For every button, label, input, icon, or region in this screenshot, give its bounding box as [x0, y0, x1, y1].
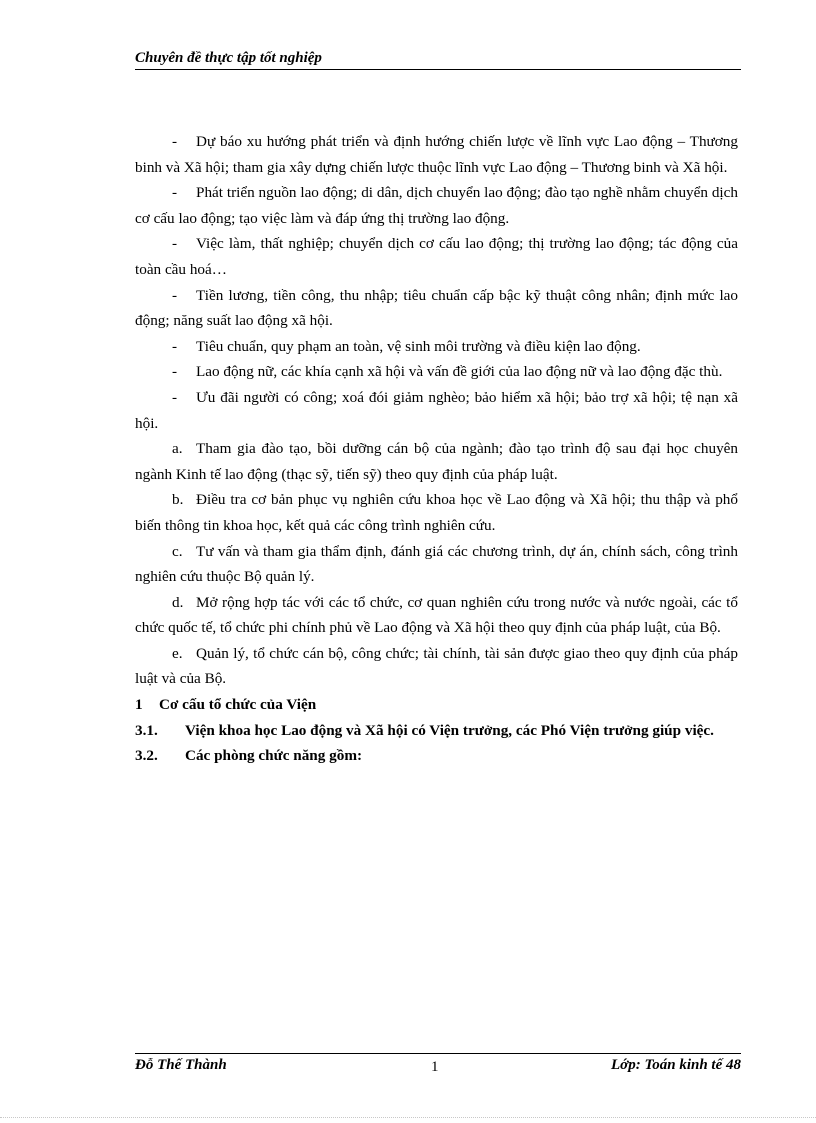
paragraph — [135, 283, 738, 334]
paragraph-bullet: - — [172, 184, 178, 202]
paragraph — [135, 436, 738, 487]
paragraph — [135, 641, 738, 692]
header-rule — [135, 69, 741, 70]
page-footer — [135, 1055, 741, 1077]
paragraph — [135, 539, 738, 590]
paragraph-bullet: e. — [172, 644, 183, 662]
paragraph — [135, 359, 738, 385]
page-header — [135, 48, 741, 72]
paragraph-text: Quản lý, tổ chức cán bộ, công chức; tài chính, tài sản được giao theo quy định của pháp luật và của Bộ. — [135, 644, 738, 688]
paragraph-bullet: - — [172, 363, 178, 381]
paragraph-text: Dự báo xu hướng phát triển và định hướng chiến lược về lĩnh vực Lao động – Thương binh và Xã hội; tham gia xây dựng chiến lược thuộc lĩnh vực Lao động – Thương binh và Xã hội. — [135, 133, 738, 176]
paragraph — [135, 487, 738, 538]
subsection-heading — [135, 718, 738, 744]
paragraph-text: Mở rộng hợp tác với các tổ chức, cơ quan nghiên cứu trong nước và nước ngoài, các tổ chức quốc tế, tổ chức phi chính phủ về Lao động và Xã hội theo quy định của pháp luật, của Bộ. — [135, 593, 738, 637]
subsection-text: Viện khoa học Lao động và Xã hội có Viện trưởng, các Phó Viện trưởng giúp việc. — [185, 721, 714, 739]
paragraph — [135, 334, 738, 360]
document-body — [135, 129, 738, 769]
footer-rule — [135, 1053, 741, 1054]
paragraph — [135, 231, 738, 282]
paragraph-text: Tiêu chuẩn, quy phạm an toàn, vệ sinh môi trường và điều kiện lao động. — [196, 337, 641, 355]
paragraph-text: Tiền lương, tiền công, thu nhập; tiêu chuẩn cấp bậc kỹ thuật công nhân; định mức lao động; năng suất lao động xã hội. — [135, 286, 738, 330]
subsection-text: Các phòng chức năng gồm: — [185, 747, 363, 765]
paragraph-text: Tư vấn và tham gia thẩm định, đánh giá các chương trình, dự án, chính sách, công trình nghiên cứu thuộc Bộ quản lý. — [135, 542, 738, 586]
paragraph — [135, 180, 738, 231]
paragraph-bullet: - — [172, 286, 178, 304]
page-number: 1 — [431, 1059, 439, 1075]
paragraph — [135, 129, 738, 180]
paragraph-bullet: b. — [172, 491, 184, 509]
paragraph — [135, 590, 738, 641]
paragraph-bullet: - — [172, 388, 178, 406]
paragraph-bullet: a. — [172, 440, 183, 458]
paragraph-text: Điều tra cơ bản phục vụ nghiên cứu khoa học về Lao động và Xã hội; thu thập và phổ biến thông tin khoa học, kết quả các công trình nghiên cứu. — [135, 491, 738, 534]
subsection-number: 3.2. — [135, 747, 158, 765]
paragraph-bullet: - — [172, 337, 178, 355]
paragraph-text: Việc làm, thất nghiệp; chuyển dịch cơ cấu lao động; thị trường lao động; tác động của toàn cầu hoá… — [135, 235, 738, 278]
section-title: Cơ cấu tổ chức của Viện — [159, 696, 317, 714]
paragraph-text: Ưu đãi người có công; xoá đói giảm nghèo; bảo hiểm xã hội; bảo trợ xã hội; tệ nạn xã hội. — [135, 388, 738, 432]
header-title: Chuyên đề thực tập tốt nghiệp — [135, 50, 322, 66]
footer-author: Đỗ Thế Thành — [135, 1057, 227, 1073]
paragraph-text: Phát triển nguồn lao động; di dân, dịch chuyển lao động; đào tạo nghề nhằm chuyển dịch cơ cấu lao động; tạo việc làm và đáp ứng thị trường lao động. — [135, 184, 738, 227]
section-heading — [135, 692, 738, 718]
paragraph-bullet: - — [172, 133, 178, 150]
subsection-number: 3.1. — [135, 721, 158, 739]
subsection-heading — [135, 743, 738, 769]
paragraph-text: Lao động nữ, các khía cạnh xã hội và vấn đề giới của lao động nữ và lao động đặc thù. — [196, 363, 723, 381]
footer-class: Lớp: Toán kinh tế 48 — [610, 1057, 741, 1073]
section-number: 1 — [135, 696, 143, 714]
paragraph-bullet: - — [172, 235, 178, 253]
paragraph-bullet: c. — [172, 542, 183, 560]
page-bottom-border — [0, 1117, 816, 1118]
paragraph — [135, 385, 738, 436]
paragraph-bullet: d. — [172, 593, 184, 611]
paragraph-text: Tham gia đào tạo, bồi dưỡng cán bộ của ngành; đào tạo trình độ sau đại học chuyên ngành Kinh tế lao động (thạc sỹ, tiến sỹ) theo quy định của pháp luật. — [135, 440, 738, 483]
